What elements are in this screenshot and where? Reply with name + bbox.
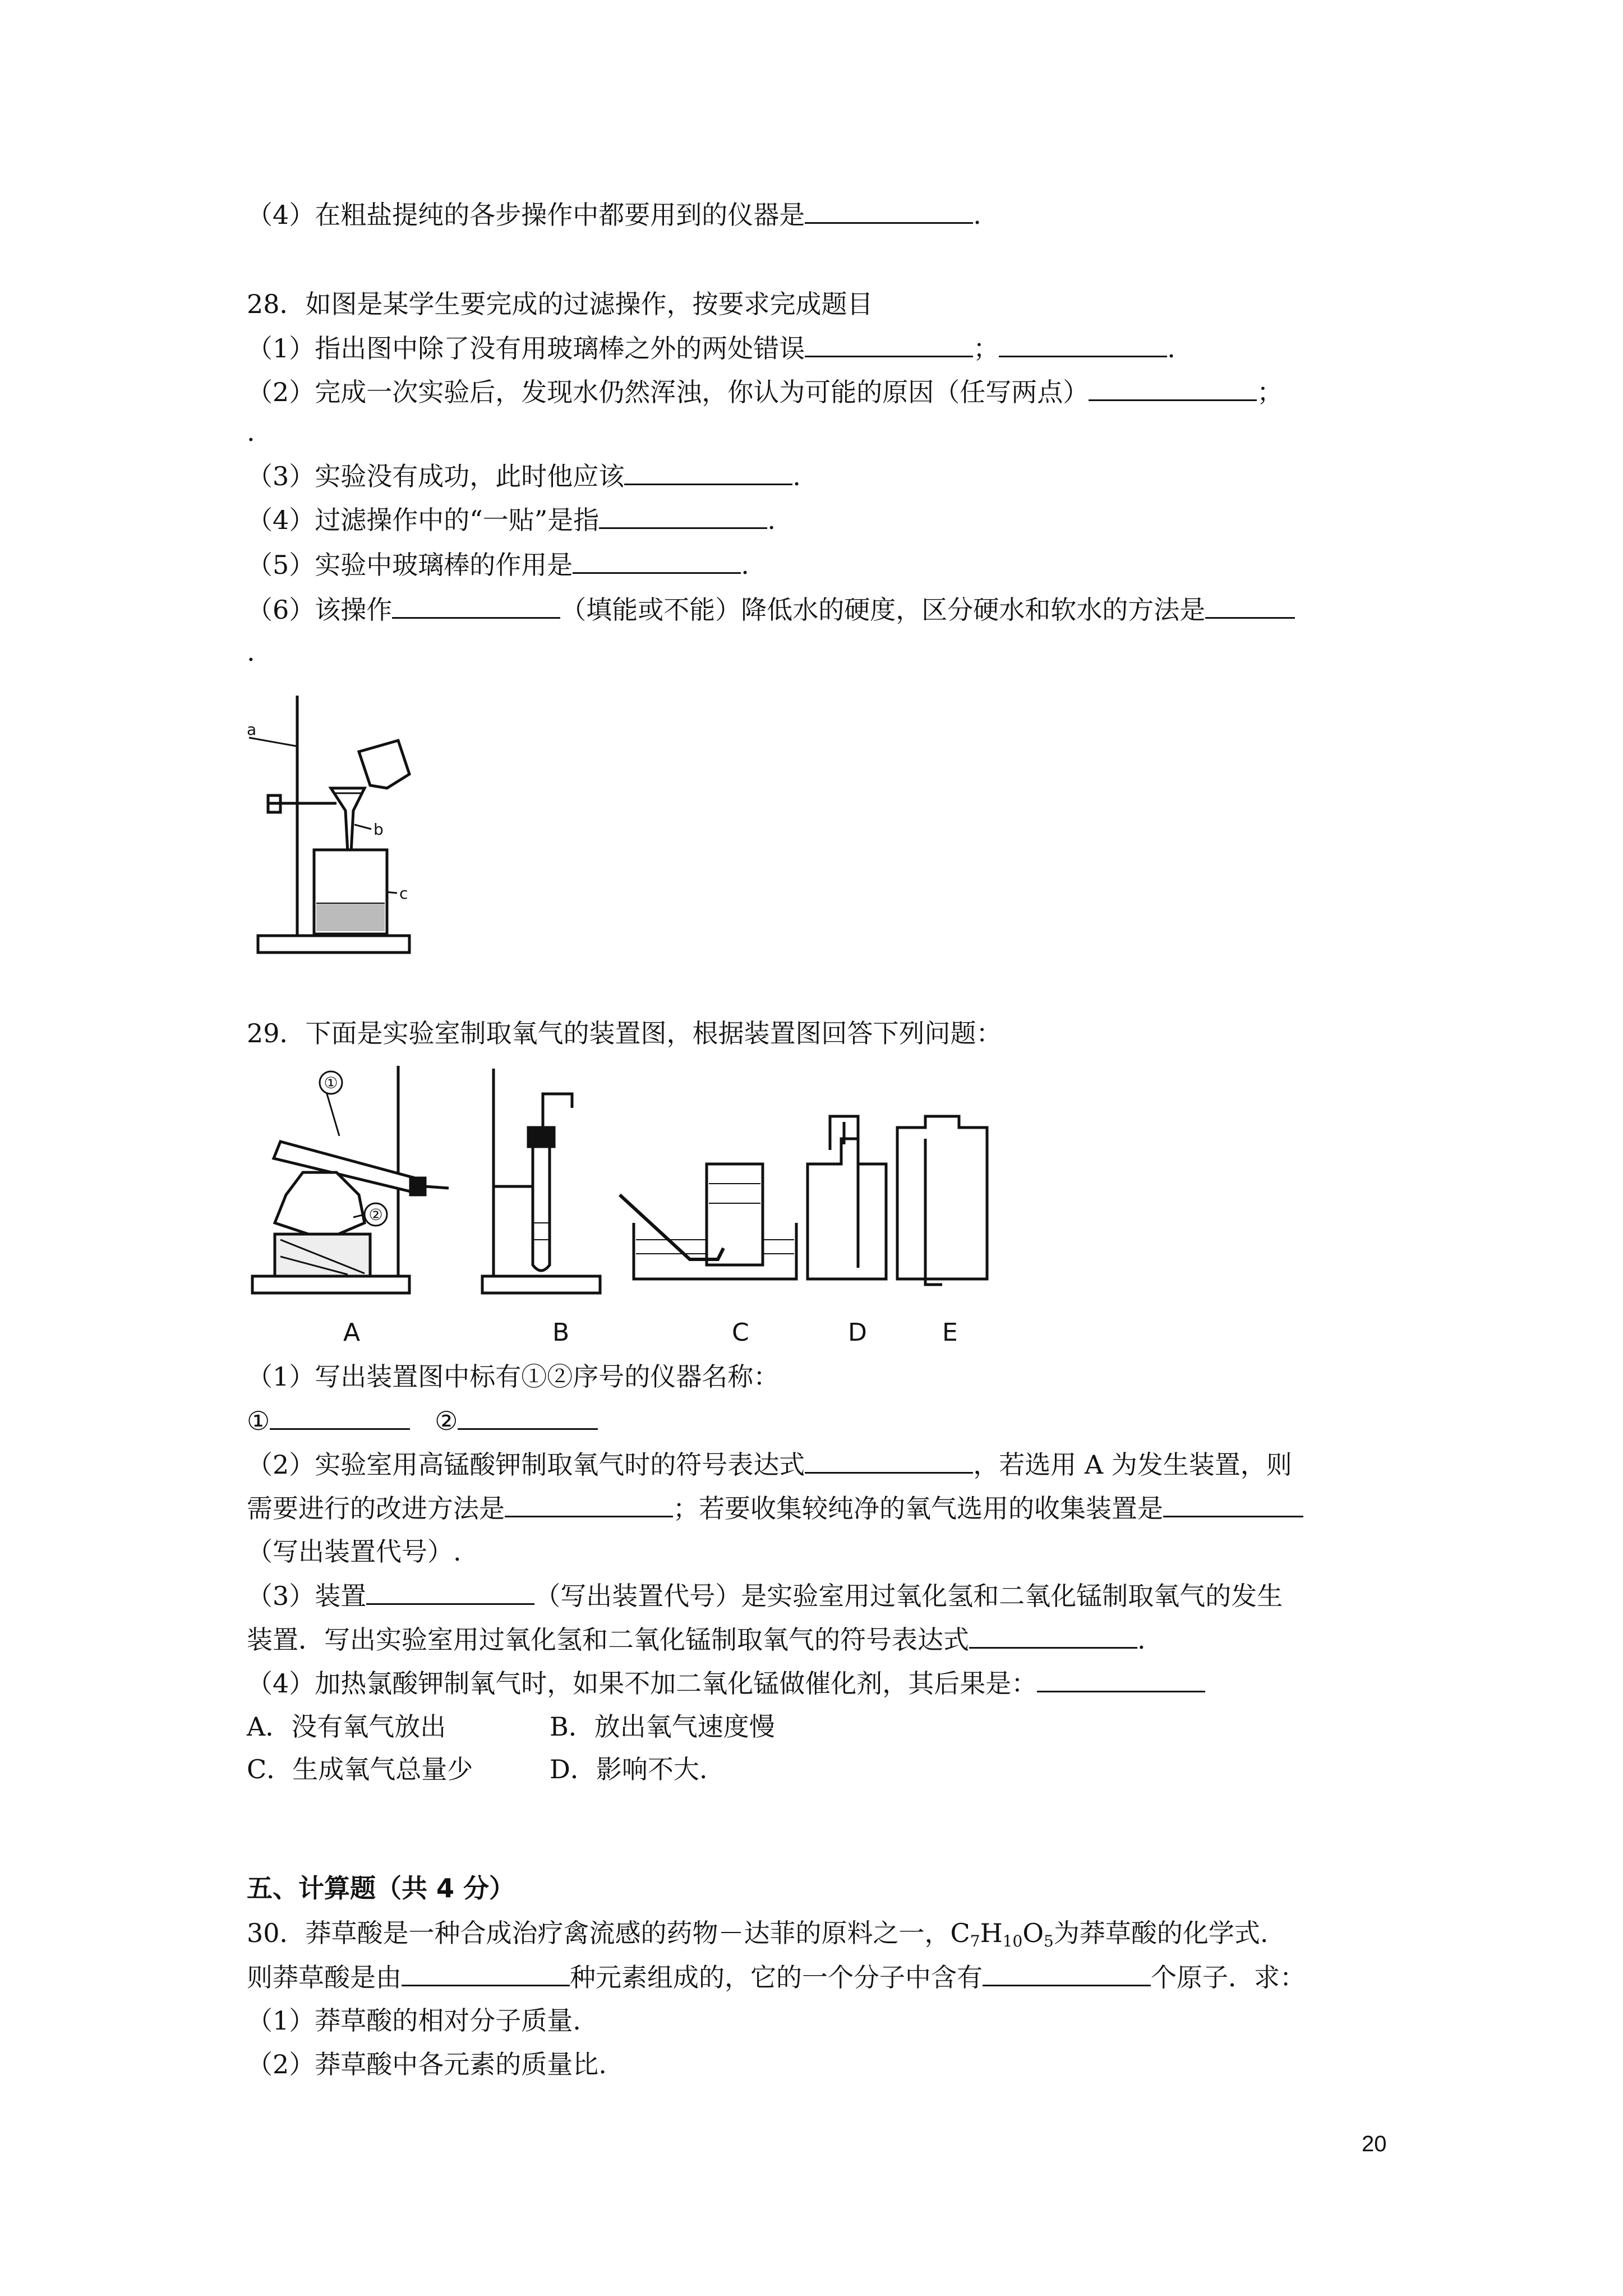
label-C: C (732, 1318, 749, 1346)
label-B: B (552, 1318, 570, 1346)
q28-part1: （1）指出图中除了没有用玻璃棒之外的两处错误 ； . (247, 331, 1175, 365)
answer-blank[interactable] (599, 503, 767, 529)
answer-blank[interactable] (1205, 592, 1295, 619)
q30-part2: （2）莽草酸中各元素的质量比. (247, 2049, 607, 2079)
q29-part4: （4）加热氯酸钾制氧气时，如果不加二氧化锰做催化剂，其后果是： (247, 1666, 1205, 1700)
q29-part2: （2）实验室用高锰酸钾制取氧气时的符号表达式 ，若选用 A 为发生装置，则 (247, 1447, 1292, 1481)
q29-option-B: B．放出氧气速度慢 (550, 1711, 775, 1742)
q30-line2: 则莽草酸是由 种元素组成的，它的一个分子中含有 个原子．求： (247, 1960, 1306, 1994)
label-b: b (374, 820, 384, 839)
answer-blank[interactable] (1163, 1491, 1303, 1517)
q29-option-C: C．生成氧气总量少 (247, 1754, 473, 1784)
answer-blank[interactable] (270, 1404, 410, 1430)
q29-stem: 29．下面是实验室制取氧气的装置图，根据装置图回答下列问题： (247, 1018, 1002, 1048)
q30-line1: 30．莽草酸是一种合成治疗禽流感的药物－达菲的原料之一，$C_7H_{10}O_5$为莽草酸的化学式. (247, 1918, 1269, 1950)
q27-part4: （4）在粗盐提纯的各步操作中都要用到的仪器是 . (247, 197, 981, 232)
answer-blank[interactable] (1037, 1666, 1205, 1692)
q29-part1-blanks: ① ② (247, 1404, 598, 1438)
q28-part6: （6）该操作 （填能或不能）降低水的硬度，区分硬水和软水的方法是 (247, 592, 1295, 627)
answer-blank[interactable] (999, 331, 1167, 357)
answer-blank[interactable] (366, 1579, 534, 1605)
q29-part2-line3: （写出装置代号）. (247, 1536, 462, 1567)
q28-part2-end: . (247, 417, 255, 447)
answer-blank[interactable] (805, 331, 973, 357)
label-c: c (399, 884, 408, 903)
q29-part2-line2: 需要进行的改进方法是 ；若要收集较纯净的氧气选用的收集装置是 (247, 1491, 1303, 1525)
answer-blank[interactable] (969, 1622, 1137, 1649)
answer-blank[interactable] (573, 547, 741, 574)
q29-option-D: D．影响不大. (550, 1754, 708, 1784)
answer-blank[interactable] (392, 592, 560, 619)
oxygen-apparatus-figure (247, 1055, 1032, 1346)
q28-part4: （4）过滤操作中的“一贴”是指 . (247, 503, 776, 537)
q29-part3-line2: 装置．写出实验室用过氧化氢和二氧化锰制取氧气的符号表达式 . (247, 1622, 1146, 1657)
answer-blank[interactable] (458, 1404, 598, 1430)
q28-part3: （3）实验没有成功，此时他应该 . (247, 459, 801, 493)
answer-blank[interactable] (505, 1491, 673, 1517)
answer-blank[interactable] (624, 459, 792, 485)
answer-blank[interactable] (805, 1447, 973, 1474)
q30-part1: （1）莽草酸的相对分子质量. (247, 2005, 581, 2036)
label-D: D (848, 1318, 867, 1346)
label-circle-1: ① (324, 1074, 338, 1092)
q28-stem: 28．如图是某学生要完成的过滤操作，按要求完成题目 (247, 289, 873, 319)
label-E: E (942, 1318, 958, 1346)
answer-blank[interactable] (1089, 375, 1257, 401)
answer-blank[interactable] (402, 1960, 570, 1986)
answer-blank[interactable] (983, 1960, 1151, 1986)
label-circle-2: ② (368, 1205, 383, 1224)
answer-blank[interactable] (805, 197, 973, 224)
label-A: A (343, 1318, 361, 1346)
q28-part6-end: . (247, 637, 255, 667)
q29-part3: （3）装置 （写出装置代号）是实验室用过氧化氢和二氧化锰制取氧气的发生 (247, 1579, 1283, 1613)
q28-part5: （5）实验中玻璃棒的作用是 . (247, 547, 749, 582)
q29-part1: （1）写出装置图中标有①②序号的仪器名称： (247, 1361, 780, 1392)
filtration-apparatus-figure (247, 684, 421, 959)
page-number: 20 (1362, 2132, 1387, 2156)
q28-part2: （2）完成一次实验后，发现水仍然浑浊，你认为可能的原因（任写两点） ； (247, 375, 1283, 409)
label-a: a (247, 720, 257, 739)
section-title: 五、计算题（共 4 分） (247, 1873, 515, 1903)
q29-option-A: A．没有氧气放出 (247, 1711, 446, 1742)
